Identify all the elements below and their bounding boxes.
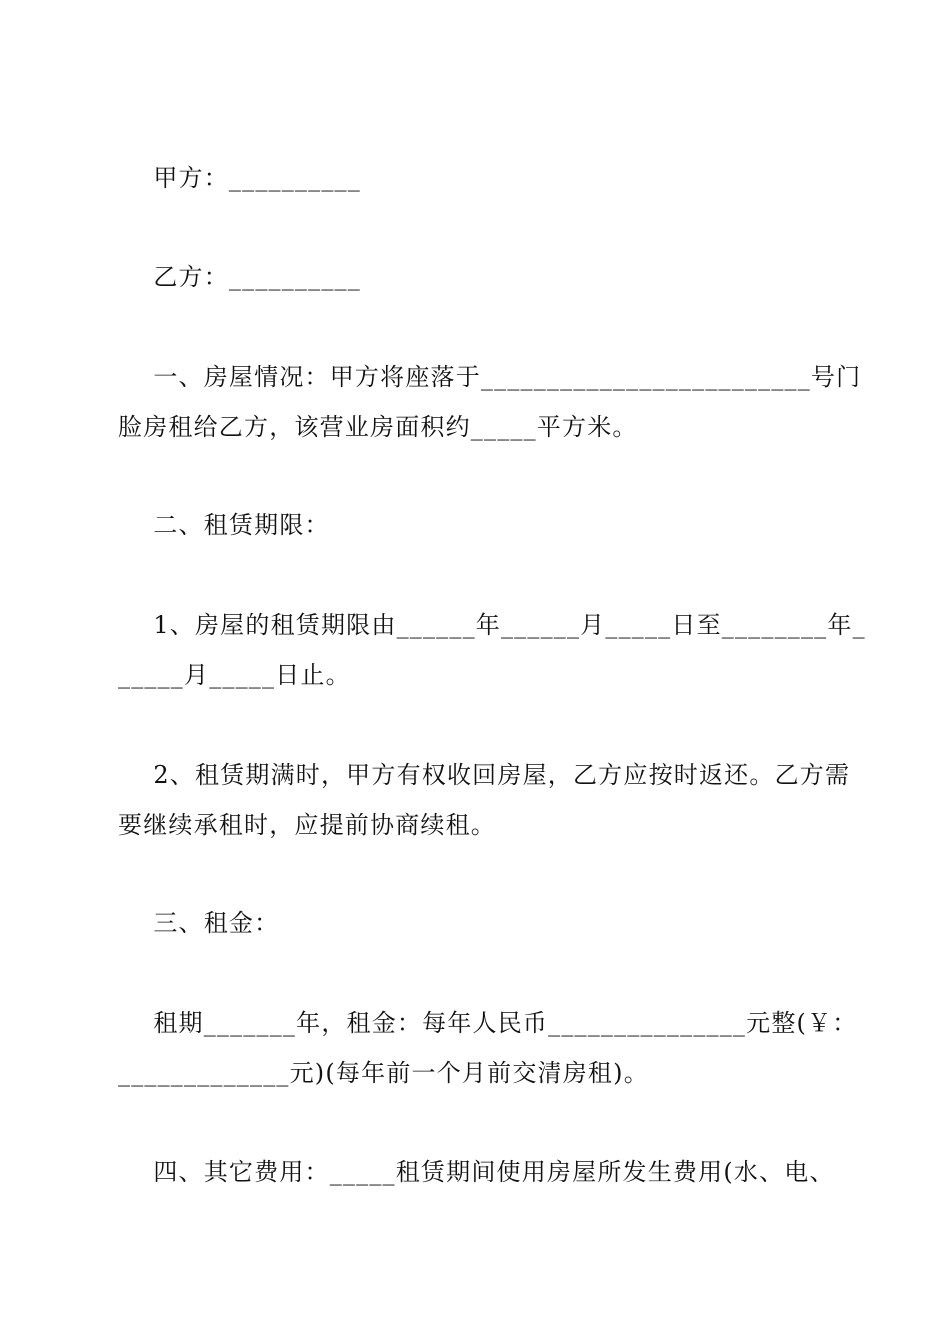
clause-2-item-1-line-2: _____月_____日止。 xyxy=(118,661,351,689)
clause-3-body-line-1: 租期_______年，租金：每年人民币_______________元整(￥： xyxy=(118,1009,858,1037)
clause-1-line-1: 一、房屋情况：甲方将座落于_________________________号门 xyxy=(118,363,862,391)
party-b-line: 乙方：__________ xyxy=(118,263,361,291)
clause-4-line-1: 四、其它费用：_____租赁期间使用房屋所发生费用(水、电、 xyxy=(118,1158,835,1186)
clause-2-item-1-line-1: 1、房屋的租赁期限由______年______月_____日至________年_ xyxy=(118,611,866,639)
party-a-line: 甲方：__________ xyxy=(118,164,361,192)
clause-2-item-2-line-2: 要继续承租时，应提前协商续租。 xyxy=(118,811,496,839)
clause-3-body-line-2: _____________元)(每年前一个月前交清房租)。 xyxy=(118,1059,649,1087)
clause-2-item-2-line-1: 2、租赁期满时，甲方有权收回房屋，乙方应按时返还。乙方需 xyxy=(118,761,851,789)
clause-1-line-2: 脸房租给乙方，该营业房面积约_____平方米。 xyxy=(118,413,638,441)
clause-3-heading: 三、租金： xyxy=(118,909,280,937)
clause-2-heading: 二、租赁期限： xyxy=(118,511,330,539)
